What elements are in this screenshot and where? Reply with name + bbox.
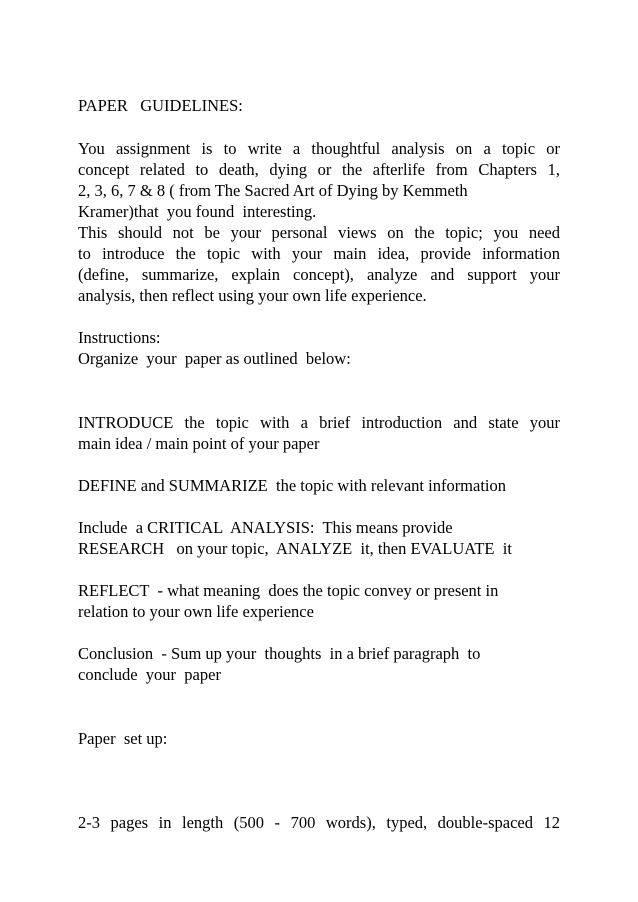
conclusion-line: conclude your paper — [78, 665, 221, 684]
instructions-line: Organize your paper as outlined below: — [78, 349, 351, 368]
introduce-line: INTRODUCE the topic with a brief introduction and state your — [78, 413, 560, 432]
assignment-line: concept related to death, dying or the afterlife from Chapters 1, — [78, 160, 560, 179]
setup-heading: Paper set up: — [78, 729, 168, 748]
assignment-line: This should not be your personal views on the topic; you need — [78, 223, 560, 242]
define-line: DEFINE and SUMMARIZE the topic with relevant information — [78, 476, 507, 495]
introduce-line: main idea / main point of your paper — [78, 434, 320, 453]
reflect-line: REFLECT - what meaning does the topic convey or present in — [78, 581, 499, 600]
page-heading: PAPER GUIDELINES: — [78, 96, 243, 115]
assignment-line: Kramer)that you found interesting. — [78, 202, 317, 221]
assignment-line: analysis, then reflect using your own life experience. — [78, 286, 427, 305]
reflect-line: relation to your own life experience — [78, 602, 314, 621]
analysis-line: Include a CRITICAL ANALYSIS: This means provide — [78, 518, 453, 537]
assignment-line: (define, summarize, explain concept), analyze and support your — [78, 265, 560, 284]
assignment-line: 2, 3, 6, 7 & 8 ( from The Sacred Art of Dying by Kemmeth — [78, 181, 468, 200]
instructions-heading: Instructions: — [78, 328, 161, 347]
assignment-line: You assignment is to write a thoughtful analysis on a topic or — [78, 139, 560, 158]
assignment-line: to introduce the topic with your main idea, provide information — [78, 244, 560, 263]
conclusion-line: Conclusion - Sum up your thoughts in a brief paragraph to — [78, 644, 481, 663]
length-line: 2-3 pages in length (500 - 700 words), typed, double-spaced 12 — [78, 813, 560, 832]
analysis-line: RESEARCH on your topic, ANALYZE it, then EVALUATE it — [78, 539, 512, 558]
